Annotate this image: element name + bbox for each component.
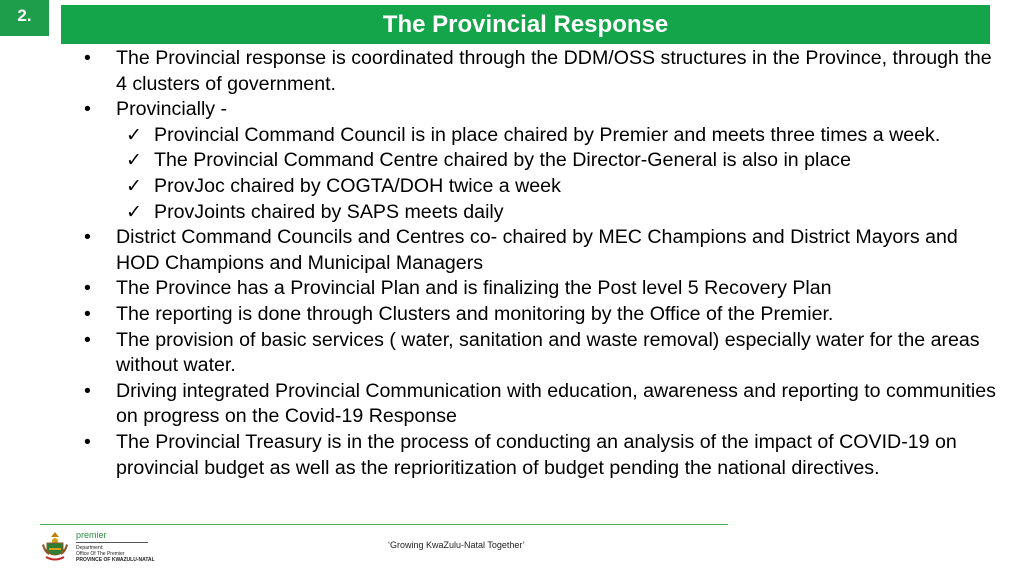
list-item (84, 276, 996, 302)
list-item-text: The Province has a Provincial Plan and is finalizing the Post level 5 Recovery Plan (116, 277, 832, 300)
list-item (84, 379, 996, 430)
checkmark-icon: ✓ (126, 150, 142, 172)
logo-province-text: PROVINCE OF KWAZULU-NATAL (76, 557, 155, 563)
list-item-text: Provincial Command Council is in place chaired by Premier and meets three times a week. (154, 123, 941, 146)
bullet-icon: • (84, 47, 91, 69)
footer-divider (40, 524, 728, 525)
bullet-icon: • (84, 379, 91, 402)
bullet-icon: • (84, 98, 91, 121)
list-item-text: The Provincial Command Centre chaired by the Director-General is also in place (154, 149, 851, 172)
sub-list-item (84, 174, 996, 200)
list-item (84, 225, 996, 276)
sub-list-item (84, 148, 996, 174)
sub-list-item (84, 123, 996, 149)
coat-of-arms-icon (40, 530, 70, 562)
logo-rule (76, 542, 148, 543)
bullet-icon: • (84, 226, 91, 249)
list-item-text: District Command Councils and Centres co- chaired by MEC Champions and District Mayors and HOD Champions and Municipal Managers (116, 226, 958, 274)
bullet-icon: • (84, 430, 91, 453)
bullet-icon: • (84, 302, 91, 325)
sub-list-item (84, 200, 996, 226)
checkmark-icon: ✓ (126, 124, 142, 146)
list-item (84, 328, 996, 379)
list-item-text: ProvJoints chaired by SAPS meets daily (154, 200, 504, 223)
slide-title: The Provincial Response (61, 5, 990, 44)
bullet-icon: • (84, 328, 91, 351)
checkmark-icon: ✓ (126, 201, 142, 223)
list-item-text: Provincially - (116, 98, 228, 121)
list-item (84, 46, 996, 97)
logo-premier-text: premier (76, 530, 107, 540)
list-item-text: ProvJoc chaired by COGTA/DOH twice a week (154, 174, 561, 197)
list-item (84, 430, 996, 481)
list-item-text: The reporting is done through Clusters and monitoring by the Office of the Premier. (116, 302, 834, 325)
checkmark-icon: ✓ (126, 175, 142, 197)
logo-department-text: Department: (76, 545, 104, 551)
bullet-icon: • (84, 277, 91, 300)
slide-number: 2. (0, 0, 49, 36)
list-item-text: The provision of basic services ( water, sanitation and waste removal) especially water for the areas without water. (116, 328, 980, 377)
list-item-text: Driving integrated Provincial Communication with education, awareness and reporting to communities on progress on the Covid-19 Response (116, 379, 996, 428)
logo-office-text: Office Of The Premier (76, 551, 125, 557)
list-item-text: The Provincial Treasury is in the process of conducting an analysis of the impact of COVID-19 on provincial budget as well as the reprioritization of budget pending the national directives. (116, 430, 957, 479)
list-item (84, 97, 996, 123)
bullet-list (84, 46, 996, 481)
department-logo (76, 531, 155, 563)
footer-tagline: ‘Growing KwaZulu-Natal Together’ (388, 540, 525, 550)
list-item-text: The Provincial response is coordinated through the DDM/OSS structures in the Province, through the 4 clusters of government. (116, 47, 992, 95)
list-item (84, 302, 996, 328)
